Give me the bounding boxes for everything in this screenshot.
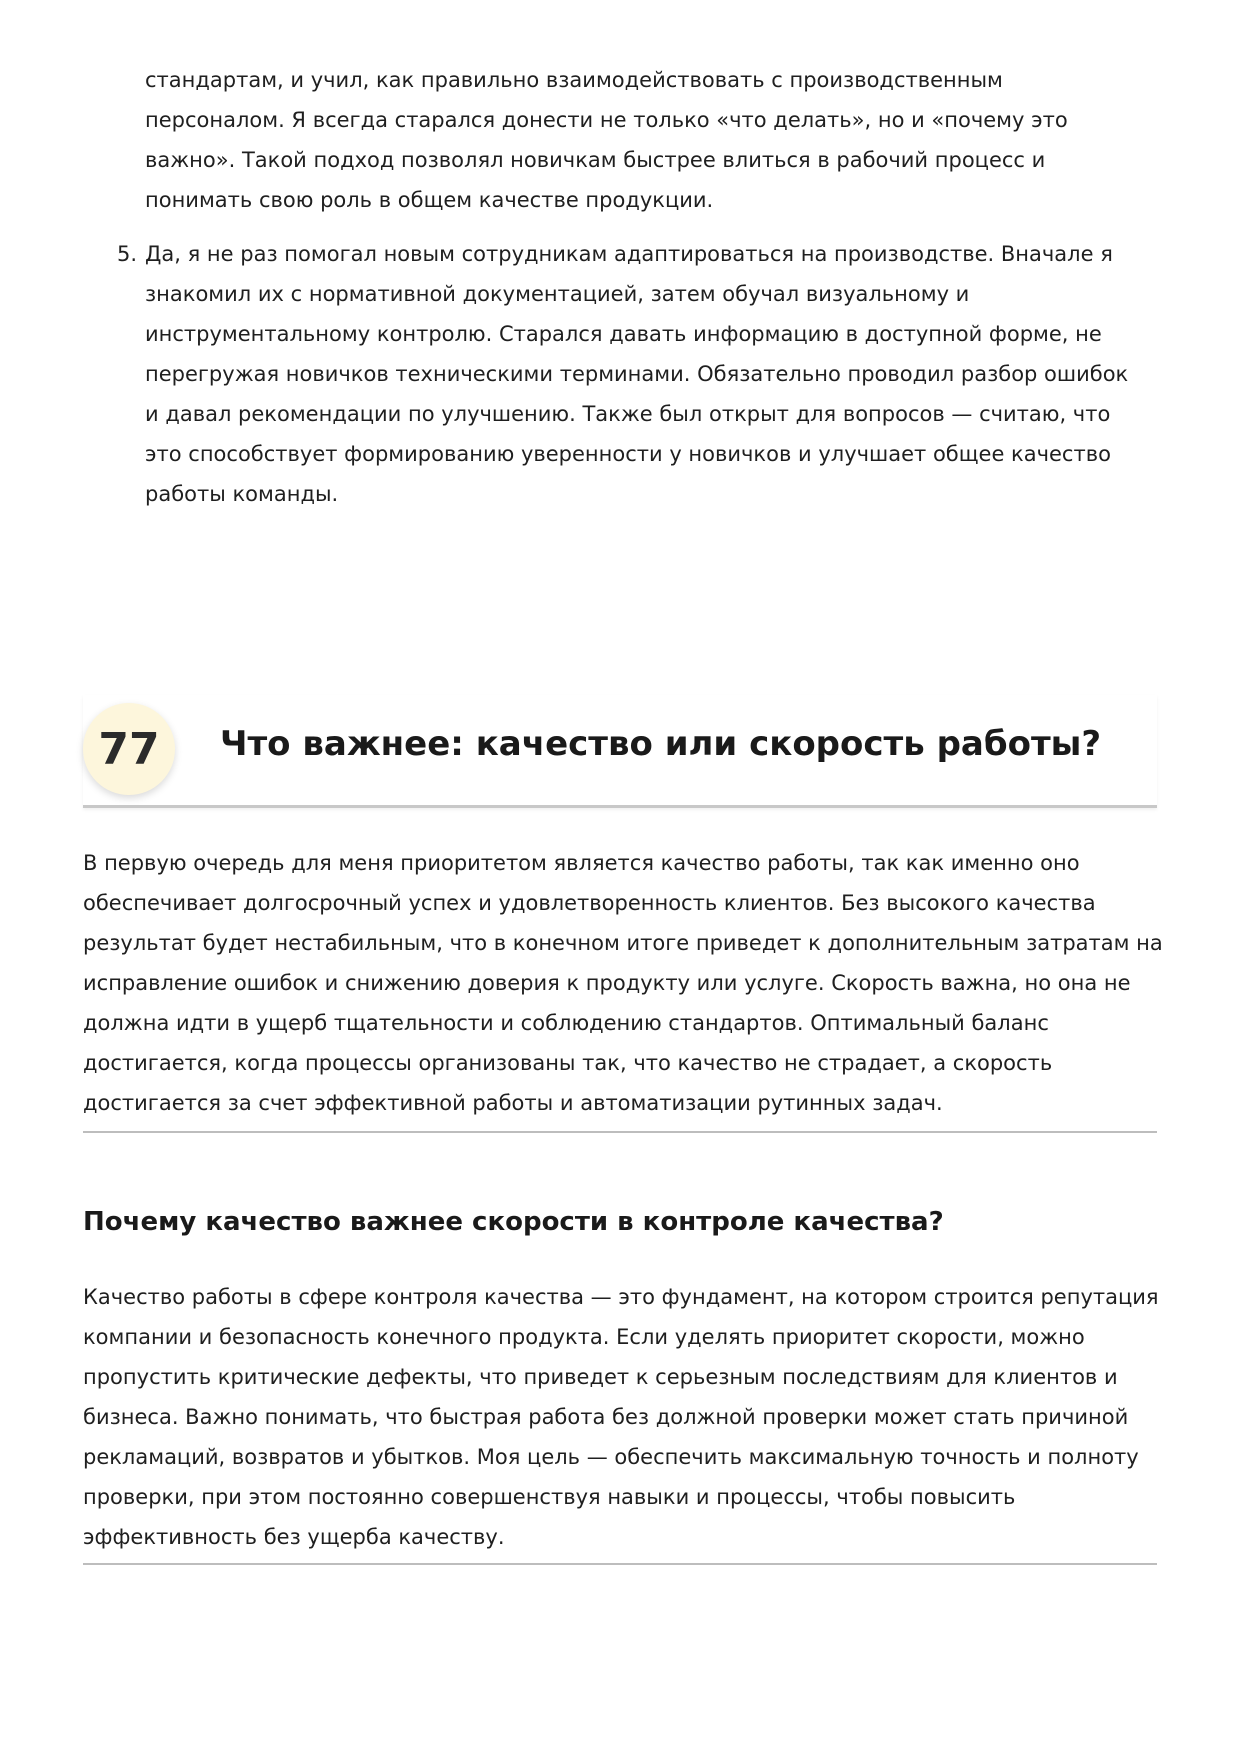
section-body: Качество работы в сфере контроля качества — это фундамент, на котором строится репутация компании и безопасность конечного продукта. Если уделять приоритет скорости, можно пропустить критические дефекты, что приведет к серьезным последствиям для клиентов и бизнеса. Важно понимать, что быстрая работа без должной проверки может стать причиной рекламаций, возвратов и убытков. Моя цель — обеспечить максимальную точность и полноту проверки, при этом постоянно совершенствуя навыки и процессы, чтобы повысить эффективность без ущерба качеству. bbox=[83, 1285, 1159, 1549]
question-answer: В первую очередь для меня приоритетом является качество работы, так как именно оно обеспечивает долгосрочный успех и удовлетворенность клиентов. Без высокого качества результат будет нестабильным, что в конечном итоге приведет к дополнительным затратам на исправление ошибок и снижению доверия к продукту или услуге. Скорость важна, но она не должна идти в ущерб тщательности и соблюдению стандартов. Оптимальный баланс достигается, когда процессы организованы так, что качество не страдает, а скорость достигается за счет эффективной работы и автоматизации рутинных задач. bbox=[83, 851, 1163, 1115]
section-title: Почему качество важнее скорости в контроле качества? bbox=[83, 1207, 944, 1237]
list-item-number: 5. bbox=[117, 242, 138, 266]
question-number-badge: 77 bbox=[83, 703, 175, 795]
divider bbox=[83, 1563, 1157, 1565]
question-title: Что важнее: качество или скорость работы? bbox=[220, 724, 1102, 764]
list-item-continuation: стандартам, и учил, как правильно взаимодействовать с производственным персоналом. Я всегда старался донести не только «что делать», но и «почему это важно». Такой подход позволял новичкам быстрее влиться в рабочий процесс и понимать свою роль в общем качестве продукции. bbox=[145, 68, 1068, 212]
divider bbox=[83, 1131, 1157, 1133]
list-item-5 bbox=[117, 234, 1145, 514]
list-item-text: Да, я не раз помогал новым сотрудникам адаптироваться на производстве. Вначале я знакомил их с нормативной документацией, затем обучал визуальному и инструментальному контролю. Старался давать информацию в доступной форме, не перегружая новичков техническими терминами. Обязательно проводил разбор ошибок и давал рекомендации по улучшению. Также был открыт для вопросов — считаю, что это способствует формированию уверенности у новичков и улучшает общее качество работы команды. bbox=[145, 242, 1129, 506]
question-header bbox=[83, 695, 1157, 808]
answer-list bbox=[117, 60, 1145, 514]
